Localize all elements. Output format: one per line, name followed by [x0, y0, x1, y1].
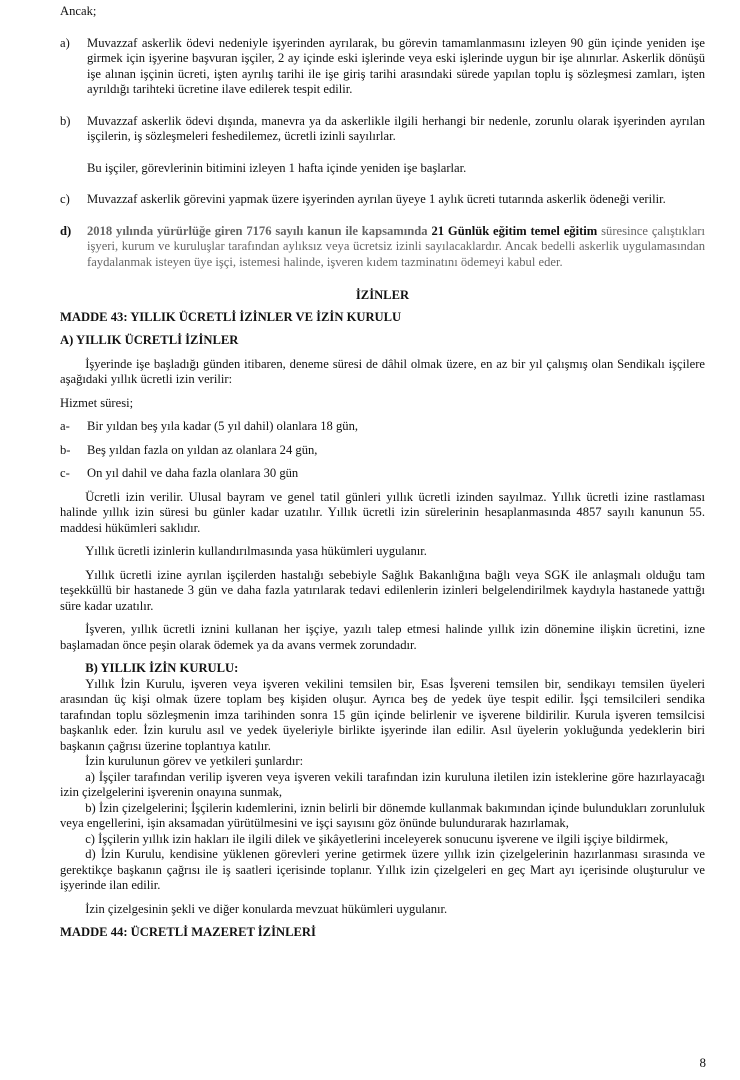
intro-text: Ancak; [60, 4, 97, 18]
list-item-text: On yıl dahil ve daha fazla olanlara 30 gün [87, 466, 299, 480]
subsection-a-heading: A) YILLIK ÜCRETLİ İZİNLER [60, 333, 239, 347]
paragraph: Ücretli izin verilir. Ulusal bayram ve genel tatil günleri yıllık ücretli izinden sayılmaz. Yıllık ücretli izine rastlaması halinde yıllık izin süresi bu günler kadar uzatılır. Yıllık ücretli izin sürelerinin hesaplanmasında 4857 sayılı kanunun 55. maddesi hükümleri saklıdır. [60, 489, 705, 535]
list-item [60, 443, 705, 459]
list-item-d [60, 224, 705, 271]
paragraph: İşyerinde işe başladığı günden itibaren, deneme süresi de dâhil olmak üzere, en az bir yıl çalışmış olan Sendikalı işçilere aşağıdaki yıllık ücretli izin verilir: [60, 356, 705, 386]
paragraph: İşveren, yıllık ücretli iznini kullanan her işçiye, yazılı talep etmesi halinde yıllık izin dönemine ilişkin ücretini, izne başlamadan önce peşin olarak ödemek ya da avans vermek zorundadır. [60, 622, 705, 652]
service-period-label: Hizmet süresi; [60, 395, 134, 410]
list-item-a [60, 36, 705, 98]
paragraph: İzin kurulunun görev ve yetkileri şunlardır: [85, 754, 304, 768]
duty-item: d) İzin Kurulu, kendisine yüklenen görevleri yerine getirmek üzere yıllık izin çizelgelerinin hazırlanması sırasında ve gerektikçe başkanın çağrısı ile iş saatleri içerisinde toplanır. Yıllık izin çizelgeleri en geç Mart ayı içerisinde oluşturulur ve işyerinde ilan edilir. [60, 847, 705, 892]
section-title: İZİNLER [355, 288, 410, 302]
list-marker: a) [60, 35, 70, 50]
list-item-text: Bir yıldan beş yıla kadar (5 yıl dahil) olanlara 18 gün, [87, 419, 359, 433]
list-item-extra-text: Bu işçiler, görevlerinin bitimini izleyen 1 hafta içinde yeniden işe başlarlar. [87, 160, 467, 175]
page-number: 8 [699, 1054, 706, 1070]
subsection-b-heading: B) YILLIK İZİN KURULU: [85, 661, 239, 675]
list-item [60, 466, 705, 482]
list-item-c [60, 192, 705, 208]
list-item-text [87, 224, 705, 271]
duty-item: a) İşçiler tarafından verilip işveren veya işveren vekili tarafından izin kuruluna iletilen izin isteklerine göre hazırlayacağı izin çizelgelerini işverenin onayına sunmak, [60, 769, 705, 799]
paragraph: Yıllık İzin Kurulu, işveren veya işveren vekilini temsilen bir, Esas İşvereni temsilen bir, sendikayı temsilen üyeleri arasından üç kişi olmak üzere toplam beş kişiden oluşur. Ayrıca beş de yedek üye tespit edilir. İşçi temsilcileri sendika tarafından toplu sözleşmenin imza tarihinden sonra 15 gün içinde belirlenir ve işverene bildirilir. Kurula işveren temsilcisi başkanlık eder. İzin kurulu asıl ve yedek üyeleriyle birlikte işyerinde ilan edilir. Asıl üyelerin yokluğunda yedeklerin biri başkanın çağrısı üzerine toplantıya katılır. [60, 676, 705, 753]
list-item-text: Beş yıldan fazla on yıldan az olanlara 24 gün, [87, 442, 318, 457]
list-marker: b- [60, 442, 71, 457]
list-item-b [60, 114, 705, 177]
list-marker: c) [60, 192, 70, 206]
article-44-heading: MADDE 44: ÜCRETLİ MAZERET İZİNLERİ [60, 925, 316, 939]
article-43-heading: MADDE 43: YILLIK ÜCRETLİ İZİNLER VE İZİN KURULU [60, 309, 402, 324]
duty-item: b) İzin çizelgelerini; İşçilerin kıdemlerini, iznin belirli bir dönemde kullanmak bakımından içinde bulundukları zorunluluk veya engellerini, işin aksamadan yürütülmesini ve işçi sayısını göz önünde bulundurarak hazırlamak, [60, 800, 705, 830]
paragraph: İzin çizelgesinin şekli ve diğer konularda mevzuat hükümleri uygulanır. [85, 901, 448, 916]
list-marker: d) [60, 223, 72, 238]
duty-item: c) İşçilerin yıllık izin hakları ile ilgili dilek ve şikâyetlerini inceleyerek sonucunu işverene ve ilgili işçiye bildirmek, [85, 831, 669, 846]
training-duration-bold: 21 Günlük eğitim temel eğitim [431, 223, 598, 238]
list-item-rest-text: süresince çalıştıkları işyeri, kurum ve kuruluşlar tarafından aylıksız veya ücretsiz izinli sayılacaklardır. Ancak bedelli askerlik uygulamasından faydalanmak isteyen üye işçi, istemesi halinde, işveren kıdem tazminatını ödemeyi kabul eder. [87, 223, 705, 269]
law-reference-bold: 2018 yılında yürürlüğe giren 7176 sayılı kanun ile kapsamında [87, 223, 428, 238]
list-item-text: Muvazzaf askerlik ödevi dışında, manevra ya da askerlikle ilgili herhangi bir nedenle, zorunlu olarak işyerinden ayrılan işçilerin, iş sözleşmeleri feshedilemez, ücretli izinli sayılırlar. [87, 113, 705, 143]
list-marker: a- [60, 419, 70, 433]
list-marker: c- [60, 466, 70, 480]
paragraph: Yıllık ücretli izine ayrılan işçilerden hastalığı sebebiyle Sağlık Bakanlığına bağlı veya SGK ile anlaşmalı olduğu tam teşekküllü bir hastanede 3 gün ve daha fazla yatırılarak tedavi edilenlerin izinleri belgelendirilmek kaydıyla hastanede yattığı süre kadar uzatılır. [60, 567, 705, 613]
list-item-text: Muvazzaf askerlik görevini yapmak üzere işyerinden ayrılan üyeye 1 aylık ücreti tutarında askerlik ödeneği verilir. [87, 192, 666, 206]
list-item [60, 419, 705, 435]
list-marker: b) [60, 113, 71, 128]
list-item-text: Muvazzaf askerlik ödevi nedeniyle işyerinden ayrılarak, bu görevin tamamlanmasını izleyen 90 gün içinde yeniden işe girmek için işyerine başvuran işçiler, 2 ay içinde eski işlerinde veya eski işlerinde uygun bir işe alınırlar. Askerlik dönüşü işe alınan işçinin ücreti, işten ayrılış tarihi ile işe giriş tarihi arasındaki sürede yapılan toplu iş sözleşmesi zamları, işten ayrıldığı tarihteki ücretine ilave edilerek tespit edilir. [87, 35, 705, 96]
paragraph: Yıllık ücretli izinlerin kullandırılmasında yasa hükümleri uygulanır. [85, 544, 427, 558]
document-page [60, 4, 705, 941]
